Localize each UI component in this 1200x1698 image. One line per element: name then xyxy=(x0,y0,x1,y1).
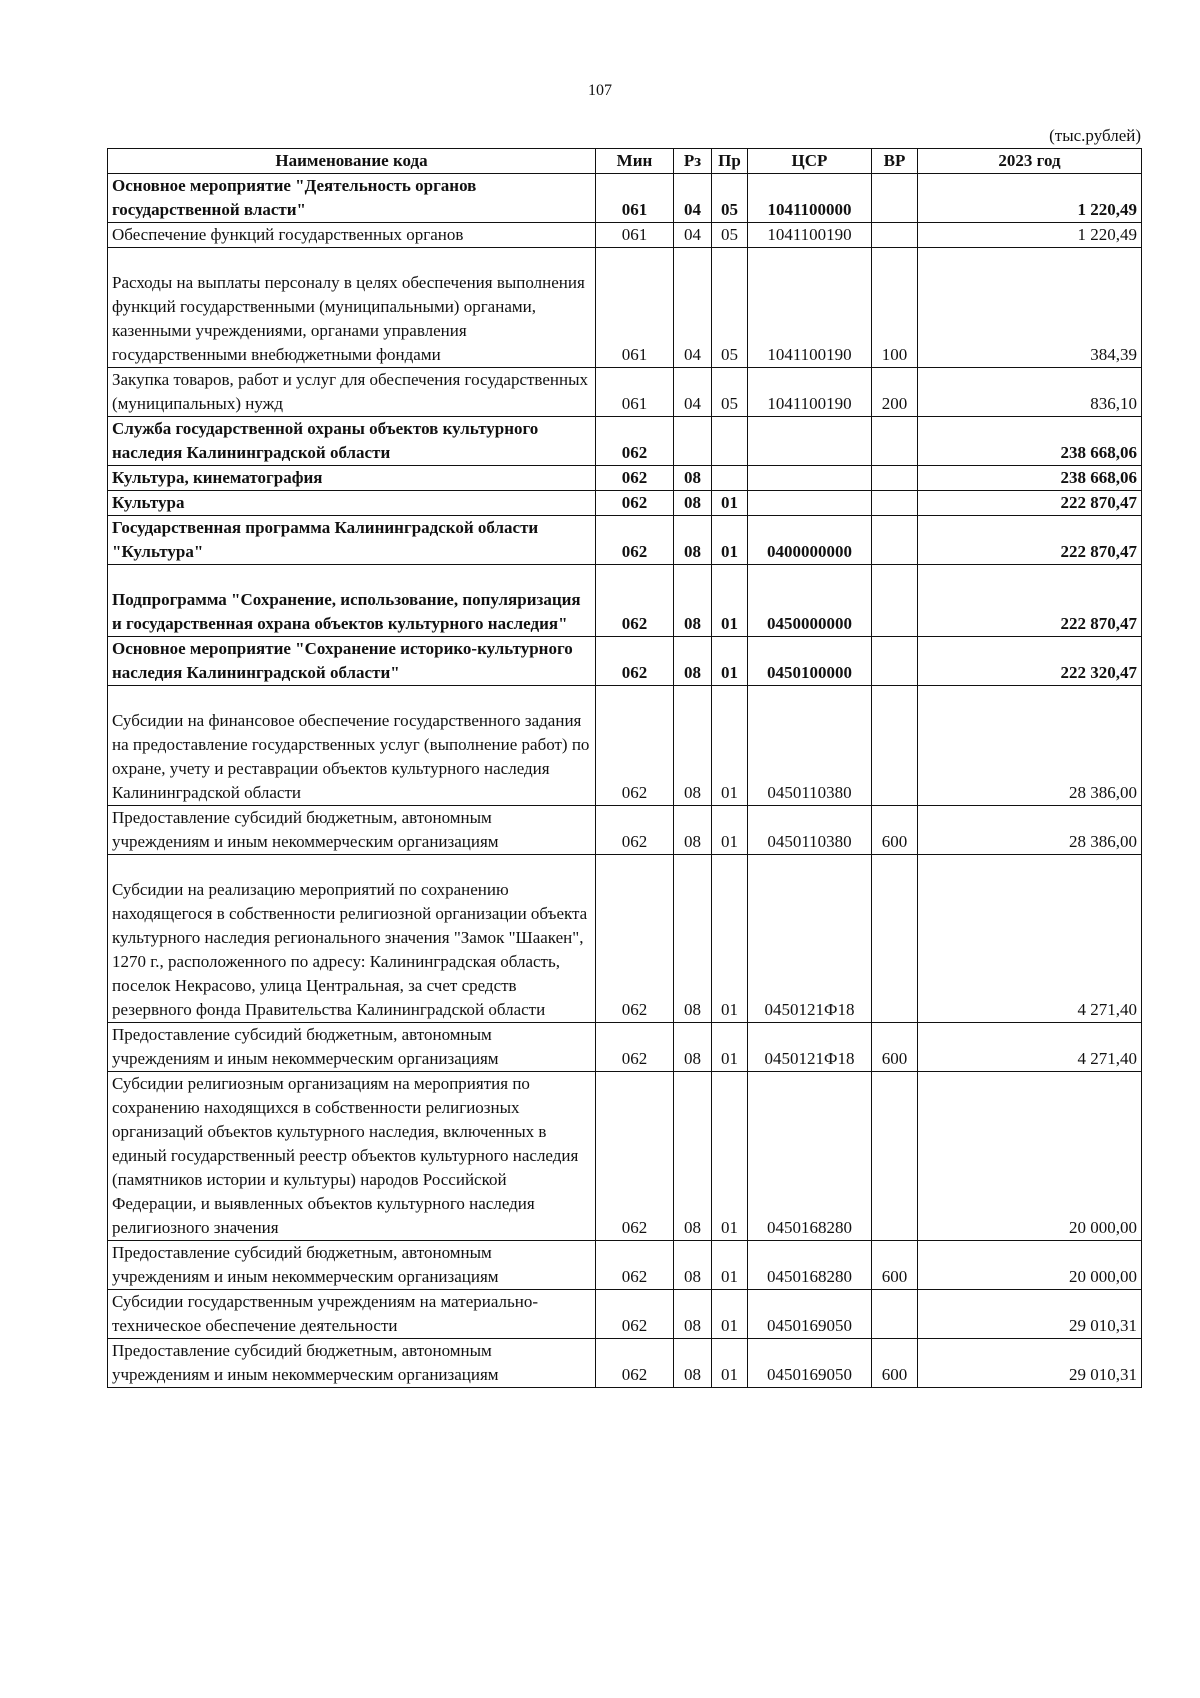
cell-amount: 238 668,06 xyxy=(918,466,1142,491)
cell-vr xyxy=(872,637,918,686)
cell-pr: 01 xyxy=(712,1072,748,1241)
cell-pr: 01 xyxy=(712,686,748,806)
cell-amount: 222 320,47 xyxy=(918,637,1142,686)
cell-csr: 1041100190 xyxy=(748,368,872,417)
cell-csr: 0450000000 xyxy=(748,565,872,637)
cell-vr xyxy=(872,223,918,248)
cell-vr: 600 xyxy=(872,1023,918,1072)
cell-vr xyxy=(872,1072,918,1241)
cell-csr: 1041100190 xyxy=(748,223,872,248)
table-row xyxy=(108,368,1142,417)
cell-amount: 29 010,31 xyxy=(918,1290,1142,1339)
cell-rz: 08 xyxy=(674,466,712,491)
table-row xyxy=(108,417,1142,466)
cell-vr: 600 xyxy=(872,1241,918,1290)
cell-vr xyxy=(872,855,918,1023)
cell-name: Культура xyxy=(108,491,596,516)
cell-csr xyxy=(748,466,872,491)
cell-min: 062 xyxy=(596,1290,674,1339)
cell-vr xyxy=(872,565,918,637)
cell-amount: 29 010,31 xyxy=(918,1339,1142,1388)
cell-name: Субсидии на финансовое обеспечение государственного задания на предоставление государственных услуг (выполнение работ) по охране, учету и реставрации объектов культурного наследия Калининградской области xyxy=(108,686,596,806)
cell-name: Субсидии религиозным организациям на мероприятия по сохранению находящихся в собственности религиозных организаций объектов культурного наследия, включенных в единый государственный реестр объектов культурного наследия (памятников истории и культуры) народов Российской Федерации, и выявленных объектов культурного наследия религиозного значения xyxy=(108,1072,596,1241)
cell-rz: 04 xyxy=(674,248,712,368)
cell-amount: 836,10 xyxy=(918,368,1142,417)
cell-vr xyxy=(872,491,918,516)
cell-csr: 0400000000 xyxy=(748,516,872,565)
cell-min: 061 xyxy=(596,223,674,248)
table-row xyxy=(108,248,1142,368)
cell-name: Предоставление субсидий бюджетным, автономным учреждениям и иным некоммерческим организациям xyxy=(108,1023,596,1072)
cell-amount: 20 000,00 xyxy=(918,1241,1142,1290)
table-row xyxy=(108,1290,1142,1339)
cell-pr: 01 xyxy=(712,806,748,855)
cell-amount: 28 386,00 xyxy=(918,686,1142,806)
cell-min: 062 xyxy=(596,1072,674,1241)
table-row xyxy=(108,1339,1142,1388)
cell-pr: 01 xyxy=(712,565,748,637)
cell-pr xyxy=(712,466,748,491)
cell-vr xyxy=(872,466,918,491)
budget-table xyxy=(107,148,1142,1388)
cell-name: Основное мероприятие "Деятельность органов государственной власти" xyxy=(108,174,596,223)
cell-name: Государственная программа Калининградской области "Культура" xyxy=(108,516,596,565)
header-min: Мин xyxy=(596,149,674,174)
cell-min: 062 xyxy=(596,686,674,806)
header-rz: Рз xyxy=(674,149,712,174)
cell-min: 062 xyxy=(596,466,674,491)
cell-amount: 20 000,00 xyxy=(918,1072,1142,1241)
cell-csr: 0450121Ф18 xyxy=(748,1023,872,1072)
cell-min: 062 xyxy=(596,491,674,516)
cell-min: 061 xyxy=(596,368,674,417)
cell-name: Основное мероприятие "Сохранение историко-культурного наследия Калининградской области" xyxy=(108,637,596,686)
cell-pr: 05 xyxy=(712,223,748,248)
cell-vr: 100 xyxy=(872,248,918,368)
cell-name: Предоставление субсидий бюджетным, автономным учреждениям и иным некоммерческим организациям xyxy=(108,1241,596,1290)
cell-vr xyxy=(872,516,918,565)
cell-min: 062 xyxy=(596,806,674,855)
cell-csr: 1041100190 xyxy=(748,248,872,368)
table-row xyxy=(108,1023,1142,1072)
cell-csr: 0450169050 xyxy=(748,1290,872,1339)
cell-amount: 222 870,47 xyxy=(918,516,1142,565)
cell-rz: 08 xyxy=(674,565,712,637)
cell-rz: 08 xyxy=(674,1290,712,1339)
cell-csr: 0450110380 xyxy=(748,686,872,806)
cell-vr: 600 xyxy=(872,1339,918,1388)
cell-amount: 28 386,00 xyxy=(918,806,1142,855)
cell-amount: 222 870,47 xyxy=(918,565,1142,637)
cell-name: Служба государственной охраны объектов культурного наследия Калининградской области xyxy=(108,417,596,466)
cell-amount: 238 668,06 xyxy=(918,417,1142,466)
cell-vr xyxy=(872,417,918,466)
cell-min: 062 xyxy=(596,637,674,686)
cell-csr: 0450110380 xyxy=(748,806,872,855)
cell-vr xyxy=(872,1290,918,1339)
cell-rz: 08 xyxy=(674,1339,712,1388)
cell-pr: 01 xyxy=(712,855,748,1023)
cell-min: 062 xyxy=(596,417,674,466)
cell-amount: 384,39 xyxy=(918,248,1142,368)
cell-min: 062 xyxy=(596,516,674,565)
cell-csr: 0450169050 xyxy=(748,1339,872,1388)
cell-name: Культура, кинематография xyxy=(108,466,596,491)
cell-min: 062 xyxy=(596,855,674,1023)
table-row xyxy=(108,466,1142,491)
cell-rz: 08 xyxy=(674,637,712,686)
cell-csr: 0450168280 xyxy=(748,1072,872,1241)
table-row xyxy=(108,491,1142,516)
table-row xyxy=(108,1241,1142,1290)
cell-amount: 222 870,47 xyxy=(918,491,1142,516)
header-year: 2023 год xyxy=(918,149,1142,174)
cell-csr xyxy=(748,417,872,466)
table-row xyxy=(108,223,1142,248)
cell-amount: 1 220,49 xyxy=(918,223,1142,248)
cell-amount: 4 271,40 xyxy=(918,1023,1142,1072)
cell-min: 062 xyxy=(596,565,674,637)
cell-vr: 200 xyxy=(872,368,918,417)
cell-rz: 08 xyxy=(674,1241,712,1290)
header-csr: ЦСР xyxy=(748,149,872,174)
cell-rz: 08 xyxy=(674,491,712,516)
cell-amount: 4 271,40 xyxy=(918,855,1142,1023)
cell-name: Субсидии на реализацию мероприятий по сохранению находящегося в собственности религиозной организации объекта культурного наследия регионального значения "Замок "Шаакен", 1270 г., расположенного по адресу: Калининградская область, поселок Некрасово, улица Центральная, за счет средств резервного фонда Правительства Калининградской области xyxy=(108,855,596,1023)
table-body xyxy=(108,174,1142,1388)
cell-pr: 01 xyxy=(712,516,748,565)
cell-rz xyxy=(674,417,712,466)
cell-min: 062 xyxy=(596,1241,674,1290)
table-row xyxy=(108,806,1142,855)
page-number: 107 xyxy=(588,82,612,99)
cell-vr: 600 xyxy=(872,806,918,855)
table-row xyxy=(108,637,1142,686)
cell-pr xyxy=(712,417,748,466)
cell-amount: 1 220,49 xyxy=(918,174,1142,223)
cell-rz: 04 xyxy=(674,368,712,417)
header-name: Наименование кода xyxy=(108,149,596,174)
cell-pr: 01 xyxy=(712,1241,748,1290)
cell-min: 061 xyxy=(596,248,674,368)
cell-csr: 1041100000 xyxy=(748,174,872,223)
cell-min: 062 xyxy=(596,1339,674,1388)
cell-pr: 01 xyxy=(712,1339,748,1388)
cell-name: Предоставление субсидий бюджетным, автономным учреждениям и иным некоммерческим организациям xyxy=(108,1339,596,1388)
table-row xyxy=(108,516,1142,565)
cell-name: Подпрограмма "Сохранение, использование, популяризация и государственная охрана объектов культурного наследия" xyxy=(108,565,596,637)
cell-rz: 08 xyxy=(674,855,712,1023)
cell-rz: 04 xyxy=(674,174,712,223)
header-pr: Пр xyxy=(712,149,748,174)
cell-pr: 05 xyxy=(712,368,748,417)
cell-name: Обеспечение функций государственных органов xyxy=(108,223,596,248)
cell-min: 061 xyxy=(596,174,674,223)
cell-name: Субсидии государственным учреждениям на материально-техническое обеспечение деятельности xyxy=(108,1290,596,1339)
cell-csr: 0450100000 xyxy=(748,637,872,686)
cell-name: Расходы на выплаты персоналу в целях обеспечения выполнения функций государственными (муниципальными) органами, казенными учреждениями, органами управления государственными внебюджетными фондами xyxy=(108,248,596,368)
table-row xyxy=(108,686,1142,806)
table-row xyxy=(108,174,1142,223)
cell-pr: 01 xyxy=(712,1290,748,1339)
cell-rz: 04 xyxy=(674,223,712,248)
cell-pr: 05 xyxy=(712,174,748,223)
cell-min: 062 xyxy=(596,1023,674,1072)
table-row xyxy=(108,1072,1142,1241)
cell-vr xyxy=(872,174,918,223)
cell-rz: 08 xyxy=(674,806,712,855)
cell-csr: 0450121Ф18 xyxy=(748,855,872,1023)
cell-rz: 08 xyxy=(674,1023,712,1072)
cell-csr xyxy=(748,491,872,516)
header-vr: ВР xyxy=(872,149,918,174)
units-label: (тыс.рублей) xyxy=(1049,126,1141,145)
table-row xyxy=(108,855,1142,1023)
table-row xyxy=(108,565,1142,637)
cell-rz: 08 xyxy=(674,1072,712,1241)
cell-pr: 01 xyxy=(712,1023,748,1072)
header-row xyxy=(108,149,1142,174)
cell-pr: 05 xyxy=(712,248,748,368)
cell-name: Предоставление субсидий бюджетным, автономным учреждениям и иным некоммерческим организациям xyxy=(108,806,596,855)
cell-pr: 01 xyxy=(712,491,748,516)
cell-name: Закупка товаров, работ и услуг для обеспечения государственных (муниципальных) нужд xyxy=(108,368,596,417)
cell-rz: 08 xyxy=(674,686,712,806)
cell-vr xyxy=(872,686,918,806)
cell-rz: 08 xyxy=(674,516,712,565)
cell-csr: 0450168280 xyxy=(748,1241,872,1290)
cell-pr: 01 xyxy=(712,637,748,686)
